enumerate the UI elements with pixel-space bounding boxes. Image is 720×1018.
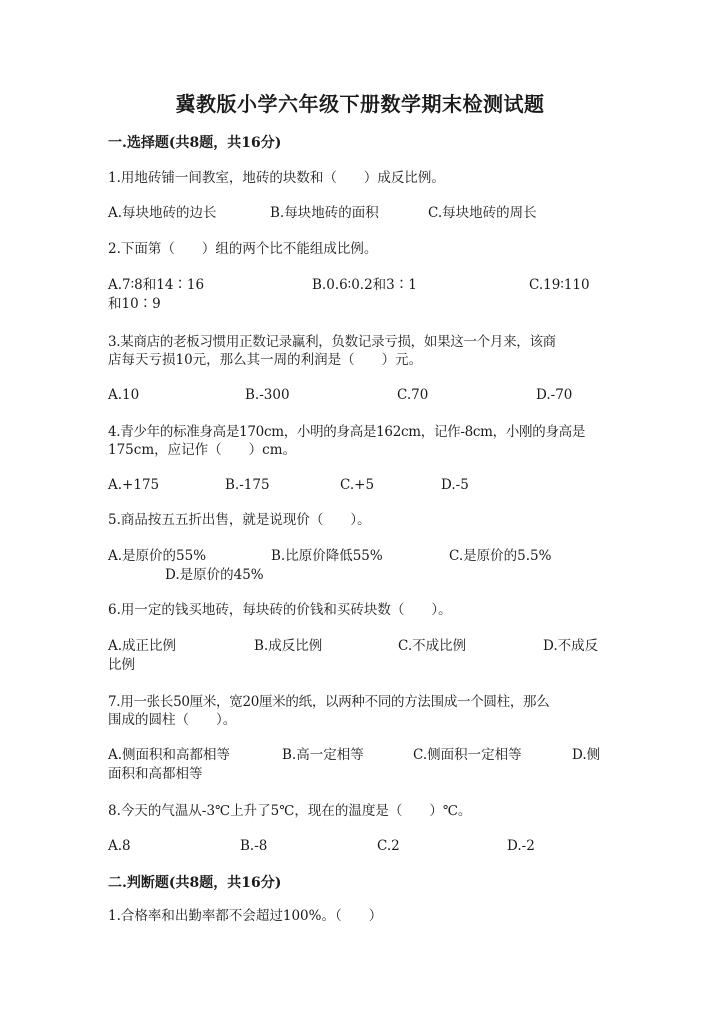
- option-b: B.比原价降低55%: [271, 548, 383, 564]
- option-c: C.是原价的5.5%: [449, 548, 552, 564]
- question-3-options: [108, 385, 613, 406]
- option-c: C.2: [377, 838, 400, 854]
- question-1: 1.用地砖铺一间教室，地砖的块数和（ ）成反比例。: [108, 170, 445, 186]
- option-c: C.70: [397, 387, 429, 403]
- option-c: C.每块地砖的周长: [428, 205, 537, 221]
- section-heading-judge: 二.判断题(共8题，共16分): [108, 875, 282, 891]
- question-1-options: [108, 203, 613, 224]
- question-3-line-2: 店每天亏损10元，那么其一周的利润是（ ）元。: [108, 352, 423, 368]
- option-c: C.侧面积一定相等: [413, 747, 522, 763]
- option-d: D.-2: [507, 838, 535, 854]
- option-c: C.+5: [340, 477, 375, 493]
- option-d: D.侧: [572, 747, 601, 763]
- option-a: A.每块地砖的边长: [108, 205, 217, 221]
- question-3-line-1: 3.某商店的老板习惯用正数记录赢利，负数记录亏损，如果这一个月来，该商: [108, 334, 556, 350]
- option-c: C.不成比例: [398, 638, 467, 654]
- page-title: 冀教版小学六年级下册数学期末检测试题: [175, 92, 545, 116]
- question-8-options: [108, 836, 613, 857]
- question-5-option-d: D.是原价的45%: [165, 567, 264, 583]
- question-7-options: [108, 745, 613, 766]
- question-2-options: [108, 275, 613, 296]
- option-d-continuation: 面积和高都相等: [108, 766, 203, 782]
- option-b: B.-8: [240, 838, 268, 854]
- option-c-continuation: 和10∶9: [108, 296, 161, 312]
- option-a: A.侧面积和高都相等: [108, 747, 231, 763]
- option-d: D.不成反: [543, 638, 599, 654]
- question-4-line-1: 4.青少年的标准身高是170cm，小明的身高是162cm，记作-8cm，小刚的身高是: [108, 424, 586, 440]
- option-b: B.0.6∶0.2和3∶1: [312, 277, 417, 293]
- option-a: A.7∶8和14∶16: [108, 277, 205, 293]
- option-a: A.是原价的55%: [108, 548, 207, 564]
- option-b: B.-300: [245, 387, 290, 403]
- option-a: A.10: [108, 387, 140, 403]
- option-d-continuation: 比例: [108, 657, 135, 673]
- question-8: 8.今天的气温从-3℃上升了5℃，现在的温度是（ ）℃。: [108, 803, 472, 819]
- option-a: A.8: [108, 838, 131, 854]
- question-6: 6.用一定的钱买地砖，每块砖的价钱和买砖块数（ ）。: [108, 602, 452, 618]
- option-d: D.-70: [536, 387, 573, 403]
- option-c: C.19∶110: [529, 277, 590, 293]
- question-7-line-2: 围成的圆柱（ ）。: [108, 712, 237, 728]
- section-heading-choice: 一.选择题(共8题，共16分): [108, 135, 282, 151]
- option-a: A.成正比例: [108, 638, 177, 654]
- option-a: A.+175: [108, 477, 160, 493]
- option-b: B.-175: [225, 477, 270, 493]
- question-5: 5.商品按五五折出售，就是说现价（ ）。: [108, 512, 371, 528]
- option-b: B.每块地砖的面积: [270, 205, 379, 221]
- question-4-line-2: 175cm，应记作（ ）cm。: [108, 442, 296, 458]
- question-7-line-1: 7.用一张长50厘米，宽20厘米的纸，以两种不同的方法围成一个圆柱，那么: [108, 694, 550, 710]
- judge-question-1: 1.合格率和出勤率都不会超过100%。（ ）: [108, 908, 383, 924]
- question-6-options: [108, 636, 613, 657]
- option-b: B.成反比例: [254, 638, 323, 654]
- question-2: 2.下面第（ ）组的两个比不能组成比例。: [108, 241, 378, 257]
- question-5-options: [108, 546, 613, 567]
- option-d: D.-5: [441, 477, 469, 493]
- option-b: B.高一定相等: [282, 747, 364, 763]
- question-4-options: [108, 475, 613, 496]
